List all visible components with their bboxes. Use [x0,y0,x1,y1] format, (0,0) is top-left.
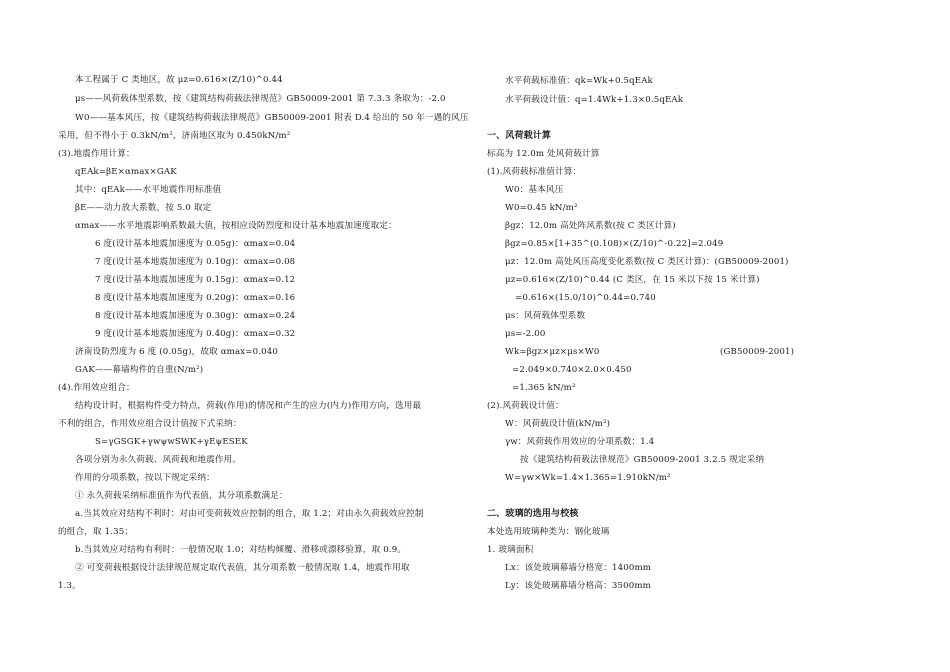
text-line: =1.365 kN/m² [512,383,576,393]
text-line: ① 永久荷载采纳标准值作为代表值，其分项系数满足： [75,491,288,501]
text-line: 标高为 12.0m 处风荷载计算 [487,149,600,159]
text-line: ② 可变荷载根据设计法律规范规定取代表值，其分项系数一般情况取 1.4，地震作用取 [75,563,410,573]
text-line: 9 度(设计基本地震加速度为 0.40g)：αmax=0.32 [95,329,296,339]
text-line: 其中：qEAk——水平地震作用标准值 [75,185,222,195]
text-line: 作用的分项系数，按以下规定采纳： [75,473,215,483]
text-line: 7 度(设计基本地震加速度为 0.15g)：αmax=0.12 [95,275,296,285]
text-line: βE——动力放大系数，按 5.0 取定 [75,203,212,213]
text-line: μs：风荷载体型系数 [505,311,586,321]
text-line: (4).作用效应组合： [58,383,135,393]
section-heading: 一、风荷载计算 [487,131,552,141]
text-line: =2.049×0.740×2.0×0.450 [512,365,632,375]
text-line: βgz=0.85×[1+35^(0.108)×(Z/10)^-0.22]=2.049 [505,239,724,249]
text-line: 1.3。 [58,581,81,591]
text-line: 水平荷载设计值：q=1.4Wk+1.3×0.5qEAk [505,95,684,105]
text-line: 本工程属于 C 类地区，故 μz=0.616×(Z/10)^0.44 [75,75,283,85]
text-line: βgz：12.0m 高处阵风系数(按 C 类区计算) [505,221,676,231]
text-line: S=γGSGK+γwψwSWK+γEψESEK [95,437,248,447]
text-line: μz：12.0m 高处风压高度变化系数(按 C 类区计算)：(GB50009-2001) [505,257,789,267]
text-line: Lx：该处玻璃幕墙分格宽：1400mm [505,563,652,573]
text-line: μs——风荷载体型系数，按《建筑结构荷载法律规范》GB50009-2001 第 7.3.3 条取为：-2.0 [75,94,446,104]
text-line: 采用，但不得小于 0.3kN/m²，济南地区取为 0.450kN/m² [58,131,291,141]
text-line: GAK——幕墙构件的自重(N/m²) [75,365,204,375]
text-line: 的组合，取 1.35； [58,527,134,537]
text-line: 结构设计时，根据构件受力特点，荷载(作用)的情况和产生的应力(内力)作用方向，选用最 [75,401,422,411]
text-line: qEAk=βE×αmax×GAK [75,167,177,177]
text-line: 济南设防烈度为 6 度 (0.05g)，故取 αmax=0.040 [75,347,278,357]
text-line: (2).风荷载设计值： [487,401,564,411]
text-line: μs=-2.00 [505,329,546,339]
text-line: a.当其效应对结构不利时：对由可变荷载效应控制的组合，取 1.2；对由永久荷载效应控制 [75,509,424,519]
text-line: 1. 玻璃面积 [487,545,534,555]
text-line: 按《建筑结构荷载法律规范》GB50009-2001 3.2.5 规定采纳 [520,455,765,465]
text-line: (3).地震作用计算： [58,149,135,159]
section-heading: 二、玻璃的选用与校核 [487,509,579,519]
text-line: W=γw×Wk=1.4×1.365=1.910kN/m² [505,473,671,483]
text-line: W0：基本风压 [505,185,564,195]
text-line: 水平荷载标准值：qk=Wk+0.5qEAk [505,76,653,86]
text-line: W：风荷载设计值(kN/m²) [505,419,611,429]
text-line: 不利的组合，作用效应组合设计值按下式采纳： [58,419,242,429]
text-line: (GB50009-2001) [720,347,795,357]
text-line: =0.616×(15.0/10)^0.44=0.740 [515,293,656,303]
text-line: 8 度(设计基本地震加速度为 0.30g)：αmax=0.24 [95,311,296,321]
text-line: W0=0.45 kN/m² [505,203,578,213]
text-line: W0——基本风压，按《建筑结构荷载法律规范》GB50009-2001 附表 D.4 给出的 50 年一遇的风压 [75,113,469,123]
text-line: αmax——水平地震影响系数最大值，按相应设防烈度和设计基本地震加速度取定： [75,221,397,231]
text-line: b.当其效应对结构有利时：一般情况取 1.0；对结构倾覆、滑移或漂移验算，取 0.9。 [75,545,407,555]
text-line: γw：风荷载作用效应的分项系数：1.4 [505,437,655,447]
text-line: (1).风荷载标准值计算： [487,167,582,177]
text-line: 本处选用玻璃种类为：钢化玻璃 [487,527,610,537]
text-line: 各项分别为永久荷载、风荷载和地震作用。 [75,455,242,465]
text-line: Ly：该处玻璃幕墙分格高：3500mm [505,581,651,591]
text-line: Wk=βgz×μz×μs×W0 [505,347,600,357]
text-line: 7 度(设计基本地震加速度为 0.10g)：αmax=0.08 [95,257,296,267]
text-line: 6 度(设计基本地震加速度为 0.05g)：αmax=0.04 [95,239,296,249]
text-line: 8 度(设计基本地震加速度为 0.20g)：αmax=0.16 [95,293,296,303]
text-line: μz=0.616×(Z/10)^0.44 (C 类区，在 15 米以下按 15 米计算) [505,275,760,285]
